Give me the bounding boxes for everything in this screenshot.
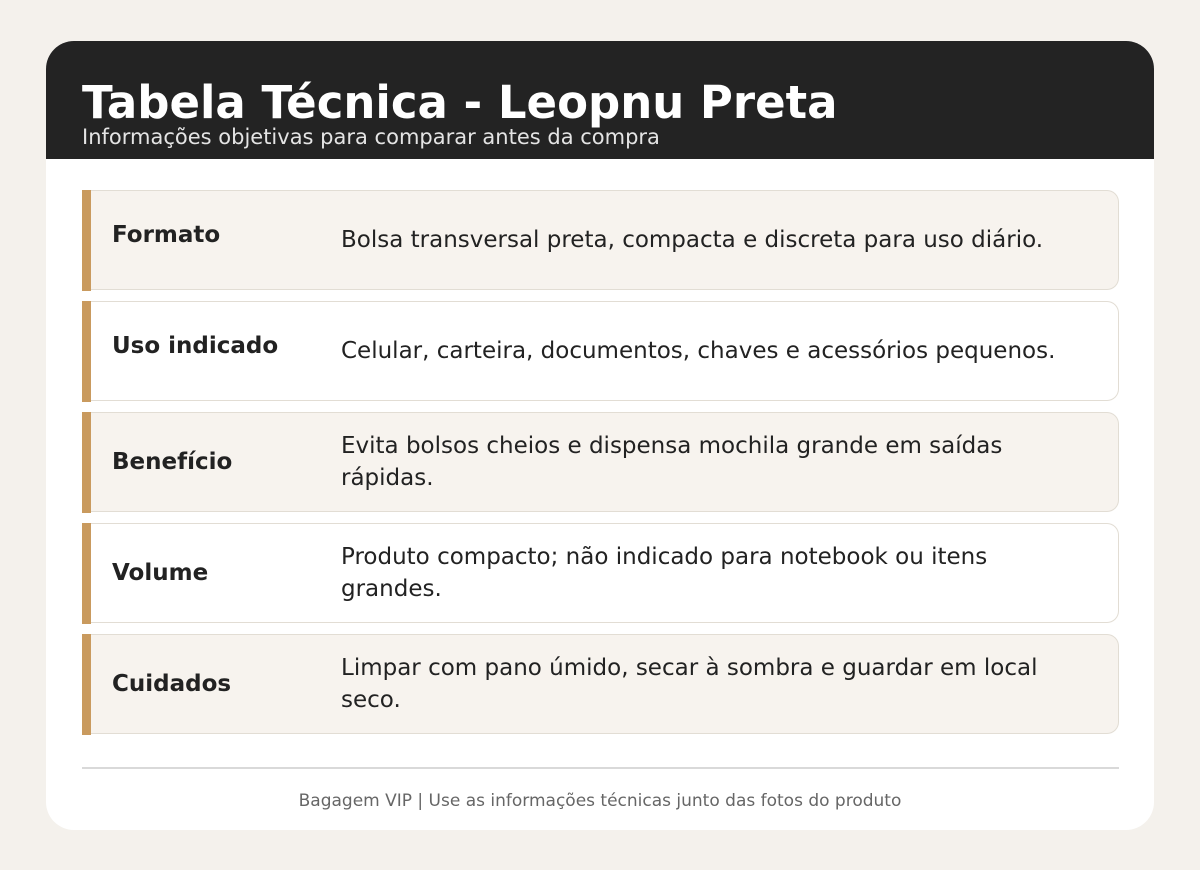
spec-value: Limpar com pano úmido, secar à sombra e guardar em local seco. (341, 655, 1038, 713)
spec-row-uso-indicado (82, 301, 1119, 401)
spec-value: Produto compacto; não indicado para notebook ou itens grandes. (341, 544, 988, 602)
spec-label: Cuidados (112, 671, 232, 697)
spec-row-formato (82, 190, 1119, 290)
page-title: Tabela Técnica - Leopnu Preta (82, 76, 838, 129)
spec-value: Bolsa transversal preta, compacta e discreta para uso diário. (341, 227, 1044, 253)
page-subtitle: Informações objetivas para comparar antes da compra (82, 125, 660, 149)
spec-label: Volume (112, 560, 209, 586)
footer-divider (82, 767, 1119, 769)
spec-value: Celular, carteira, documentos, chaves e acessórios pequenos. (341, 338, 1056, 364)
card-header (46, 41, 1154, 159)
footer-note: Bagagem VIP | Use as informações técnicas junto das fotos do produto (298, 791, 902, 811)
spec-table (82, 190, 1119, 745)
spec-row-cuidados (82, 634, 1119, 734)
spec-row-volume (82, 523, 1119, 623)
spec-card (46, 41, 1154, 830)
spec-value: Evita bolsos cheios e dispensa mochila grande em saídas rápidas. (341, 433, 1003, 491)
spec-label: Uso indicado (112, 333, 279, 359)
spec-label: Formato (112, 222, 221, 248)
spec-row-beneficio (82, 412, 1119, 512)
spec-label: Benefício (112, 449, 233, 475)
